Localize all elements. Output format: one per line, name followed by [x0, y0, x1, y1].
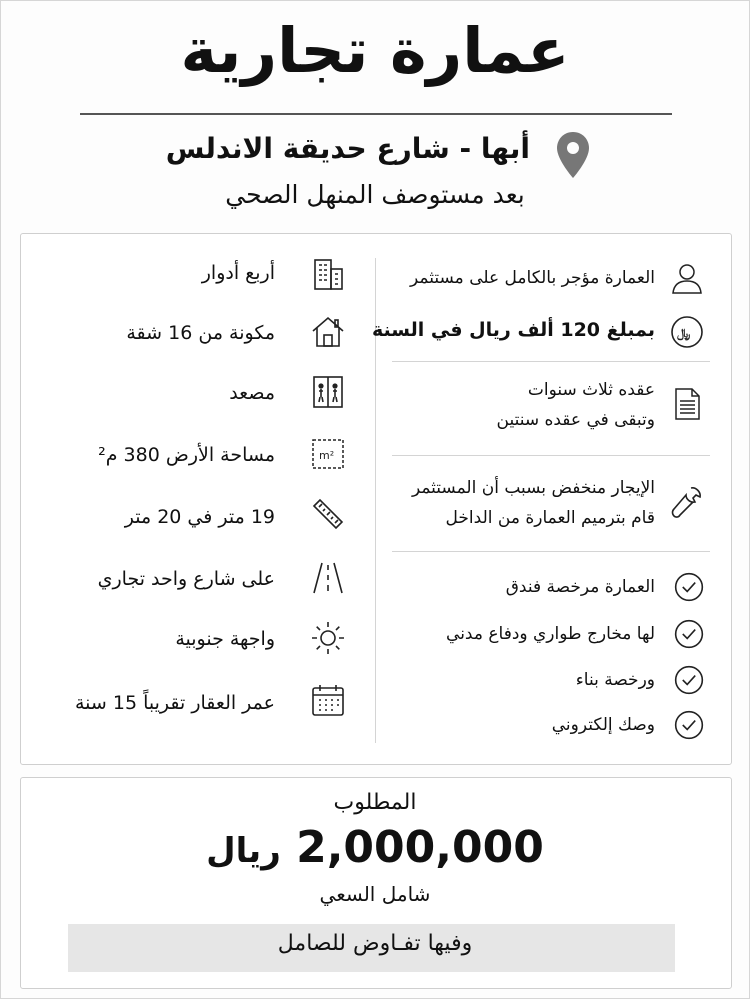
feature-label: مصعد: [229, 382, 275, 404]
check-circle-icon: [673, 618, 705, 650]
calendar-icon: [310, 682, 346, 718]
price-currency: ريال: [206, 831, 281, 871]
svg-text:﷼: ﷼: [677, 326, 691, 340]
rent-note-line-2: قام بترميم العمارة من الداخل: [445, 508, 655, 528]
rent-amount-row: [371, 312, 715, 352]
feature-age: [60, 686, 275, 726]
feature-elevator: [60, 376, 275, 416]
area-m2-icon: [310, 436, 346, 472]
feature-street: [60, 562, 275, 602]
check-item: [390, 709, 715, 743]
feature-label: على شارع واحد تجاري: [97, 568, 275, 590]
location-landmark: بعد مستوصف المنهل الصحي: [225, 180, 525, 209]
map-pin-icon: [555, 130, 591, 180]
feature-label: واجهة جنوبية: [175, 628, 275, 650]
check-text: ورخصة بناء: [575, 670, 655, 690]
price-note: شامل السعي: [319, 882, 431, 906]
location-text: أبها - شارع حديقة الاندلس: [165, 132, 530, 165]
wrench-icon: [669, 484, 705, 520]
check-item: [390, 571, 715, 605]
rent-note-line-1: الإيجار منخفض بسبب أن المستثمر: [411, 478, 655, 498]
user-icon: [669, 260, 705, 296]
road-icon: [310, 560, 346, 596]
check-text: العمارة مرخصة فندق: [505, 577, 655, 597]
tenant-text: العمارة مؤجر بالكامل على مستثمر: [410, 268, 655, 288]
elevator-icon: [310, 374, 346, 410]
tenant-row: [390, 260, 715, 296]
check-circle-icon: [673, 709, 705, 741]
feature-land-area: [60, 438, 275, 478]
sun-icon: [310, 620, 346, 656]
price-amount: 2,000,000: [296, 822, 544, 873]
rent-note-row: [390, 474, 715, 534]
feature-facade: [60, 622, 275, 662]
feature-label: أربع أدوار: [201, 262, 275, 284]
feature-dimensions: [60, 500, 275, 540]
contract-line-2: وتبقى في عقده سنتين: [496, 410, 655, 430]
svg-text:m²: m²: [319, 449, 335, 462]
check-item: [390, 618, 715, 652]
feature-label: مساحة الأرض 380 م²: [98, 444, 275, 466]
feature-floors: [60, 256, 275, 296]
feature-label: مكونة من 16 شقة: [126, 322, 275, 344]
check-item: [390, 664, 715, 698]
feature-label: 19 متر في 20 متر: [124, 506, 275, 528]
rent-amount-text: بمبلغ 120 ألف ريال في السنة: [371, 319, 655, 341]
check-text: لها مخارج طواري ودفاع مدني: [446, 624, 655, 644]
row-divider: [392, 361, 710, 362]
location-line: [0, 130, 750, 174]
page-title: عمارة تجارية: [180, 14, 570, 87]
price-value: [0, 822, 750, 873]
check-circle-icon: [673, 664, 705, 696]
title-divider: [80, 113, 672, 115]
feature-apartments: [60, 316, 275, 356]
document-icon: [669, 386, 705, 422]
building-icon: [310, 256, 346, 292]
check-text: وصك إلكتروني: [551, 715, 655, 735]
feature-label: عمر العقار تقريباً 15 سنة: [74, 692, 275, 714]
riyal-coin-icon: [669, 314, 705, 350]
row-divider: [392, 455, 710, 456]
price-label: المطلوب: [333, 790, 417, 815]
row-divider: [392, 551, 710, 552]
ruler-icon: [310, 496, 346, 532]
contract-row: [390, 376, 715, 436]
house-icon: [310, 314, 346, 350]
contract-line-1: عقده ثلاث سنوات: [527, 380, 655, 400]
negotiation-text: وفيها تفـاوض للصامل: [277, 931, 473, 956]
check-circle-icon: [673, 571, 705, 603]
